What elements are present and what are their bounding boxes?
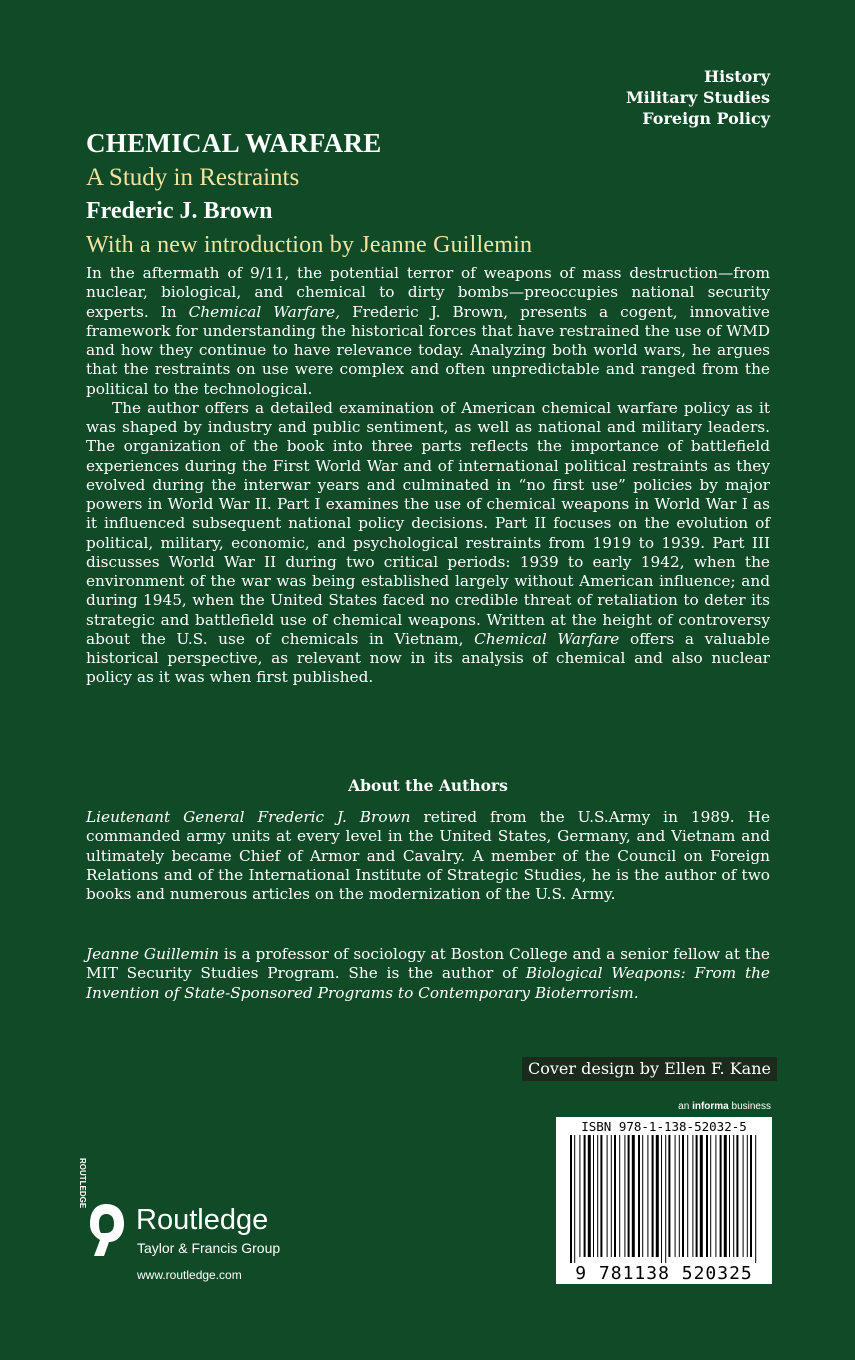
- category-military-studies: Military Studies: [625, 88, 770, 107]
- introduction-credit: With a new introduction by Jeanne Guillemin: [86, 232, 533, 258]
- barcode-icon: [562, 1135, 766, 1263]
- author-bio-brown: Lieutenant General Frederic J. Brown retired from the U.S.Army in 1989. He commanded army units at every level in the United States, Germany, and Vietnam and ultimately became Chief of Armor and Cavalry. A member of the Council on Foreign Relations and of the International Institute of Strategic Studies, he is the author of two books and numerous articles on the modernization of the U.S. Army.: [86, 808, 771, 903]
- book-title: CHEMICAL WARFARE: [86, 128, 382, 158]
- subject-categories: [626, 66, 770, 129]
- description-paragraph-1: In the aftermath of 9/11, the potential terror of weapons of mass destruction—from nuclear, biological, and chemical to dirty bombs—preoccupies national security experts. In Chemical Warfare, Frederic J. Brown, presents a cogent, innovative framework for understanding the historical forces that have restrained the use of WMD and how they continue to have relevance today. Analyzing both world wars, he argues that the restraints on use were complex and often unpredictable and ranged from the political to the technological.: [86, 264, 770, 398]
- publisher-name: Routledge: [136, 1204, 269, 1236]
- book-author: Frederic J. Brown: [86, 198, 273, 224]
- routledge-vertical-logo-text: ROUTLEDGE: [78, 1158, 87, 1209]
- book-description: [86, 264, 770, 688]
- barcode-digits: 9 781138 520325: [575, 1263, 753, 1284]
- isbn-number: ISBN 978-1-138-52032-5: [581, 1119, 747, 1134]
- book-subtitle: A Study in Restraints: [86, 164, 300, 191]
- category-history: History: [704, 67, 770, 86]
- informa-business-label: an informa business: [678, 1101, 771, 1112]
- description-paragraph-2: The author offers a detailed examination of American chemical warfare policy as it was shaped by industry and public sentiment, as well as national and military leaders. The organization of the book into three parts reflects the importance of battlefield experiences during the First World War and of international political restraints as they evolved during the interwar years and culminated in “no first use” policies by major powers in World War II. Part I examines the use of chemical weapons in World War I as it influenced subsequent national policy decisions. Part II focuses on the evolution of political, military, economic, and psychological restraints from 1919 to 1939. Part III discusses World War II during two critical periods: 1939 to early 1942, when the environment of the war was being established largely without American influence; and during 1945, when the United States faced no credible threat of retaliation to deter its strategic and battlefield use of chemical weapons. Written at the height of controversy about the U.S. use of chemicals in Vietnam, Chemical Warfare offers a valuable historical perspective, as relevant now in its analysis of chemical and also nuclear policy as it was when first published.: [86, 398, 770, 687]
- about-authors-heading: About the Authors: [348, 776, 508, 795]
- publisher-group: Taylor & Francis Group: [137, 1240, 281, 1256]
- author-bio-guillemin: Jeanne Guillemin is a professor of sociology at Boston College and a senior fellow at the MIT Security Studies Program. She is the author of Biological Weapons: From the Invention of State-Sponsored Programs to Contemporary Bioterrorism.: [86, 945, 770, 1002]
- cover-design-credit: Cover design by Ellen F. Kane: [522, 1057, 777, 1081]
- isbn-barcode: [556, 1117, 772, 1284]
- routledge-logo-icon: [78, 1158, 128, 1262]
- category-foreign-policy: Foreign Policy: [642, 109, 770, 128]
- publisher-website: www.routledge.com: [137, 1268, 242, 1282]
